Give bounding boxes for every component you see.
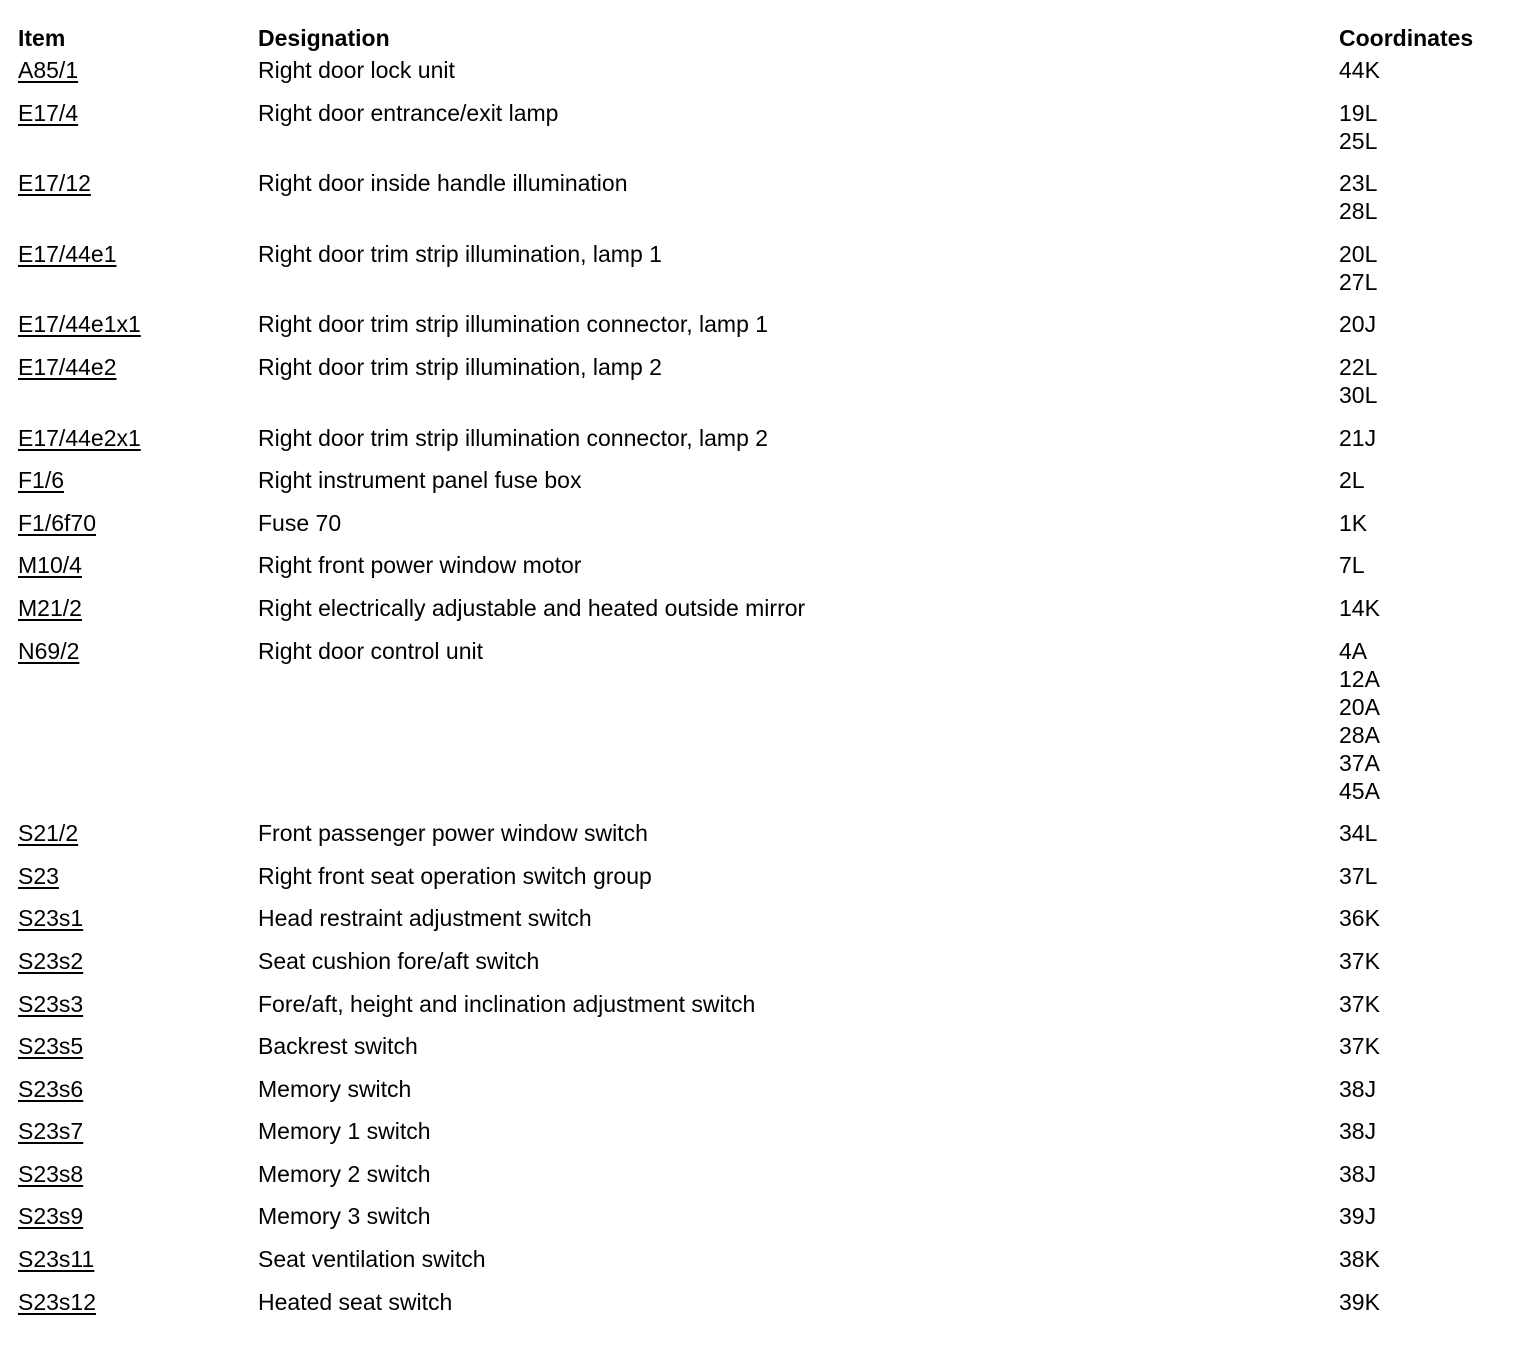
table-row [18,424,1508,467]
item-link[interactable]: S23s12 [18,1288,97,1315]
coordinates-cell [1339,1075,1508,1118]
table-row [18,353,1508,424]
item-cell [18,1288,258,1331]
coordinates-cell [1339,56,1508,99]
coordinate-value: 14K [1339,594,1380,621]
table-row [18,904,1508,947]
table-row [18,1288,1508,1331]
designation-cell: Right door lock unit [258,57,455,83]
coordinate-value: 44K [1339,57,1380,83]
table-row [18,990,1508,1033]
coordinate-value: 7L [1339,552,1365,579]
coordinates-cell [1339,594,1508,637]
designation-cell: Memory 2 switch [258,1160,431,1187]
table-row [18,1202,1508,1245]
table-row [18,551,1508,594]
item-link[interactable]: S21/2 [18,820,79,847]
designation-cell: Fore/aft, height and inclination adjustment switch [258,990,756,1017]
item-cell [18,904,258,947]
coordinates-cell [1339,819,1508,862]
designation-cell: Front passenger power window switch [258,820,648,847]
item-cell [18,424,258,467]
item-link[interactable]: S23s5 [18,1033,84,1060]
designation-cell: Head restraint adjustment switch [258,905,592,932]
item-link[interactable]: F1/6 [18,467,65,494]
table-row [18,1117,1508,1160]
item-link[interactable]: F1/6f70 [18,509,96,536]
item-cell [18,594,258,637]
coordinate-value: 4A [1339,637,1368,664]
table-row [18,594,1508,637]
item-link[interactable]: E17/44e1 [18,240,117,267]
table-row [18,310,1508,353]
table-row [18,240,1508,311]
designation-cell: Right door trim strip illumination, lamp 1 [258,240,662,267]
item-cell [18,310,258,353]
coordinates-cell [1339,990,1508,1033]
item-cell [18,1032,258,1075]
coordinate-value: 27L [1339,268,1378,295]
designation-cell: Right door control unit [258,637,484,664]
component-legend-table [18,24,1508,1330]
item-link[interactable]: N69/2 [18,637,80,664]
coordinates-cell [1339,1117,1508,1160]
coordinates-cell [1339,240,1508,311]
item-cell [18,637,258,820]
item-cell [18,466,258,509]
coordinate-value: 39J [1339,1203,1377,1230]
coordinate-value: 30L [1339,381,1378,408]
item-link[interactable]: S23s2 [18,947,84,974]
item-cell [18,1245,258,1288]
item-link[interactable]: S23s8 [18,1160,84,1187]
coordinate-value: 21J [1339,424,1377,451]
coordinate-value: 12A [1339,665,1380,692]
coordinate-value: 37A [1339,749,1380,776]
coordinate-value: 37K [1339,1033,1380,1060]
item-link[interactable]: S23s11 [18,1246,95,1273]
coordinates-cell [1339,353,1508,424]
coordinate-value: 23L [1339,170,1378,197]
designation-cell: Backrest switch [258,1033,418,1060]
item-cell [18,1117,258,1160]
table-row [18,169,1508,240]
item-link[interactable]: S23s3 [18,990,84,1017]
designation-cell: Right door trim strip illumination connector, lamp 1 [258,311,769,338]
coordinates-cell [1339,904,1508,947]
item-link[interactable]: E17/44e1x1 [18,311,141,338]
coordinates-cell [1339,637,1508,820]
designation-cell: Seat cushion fore/aft switch [258,947,540,974]
item-link[interactable]: S23 [18,862,59,889]
coordinate-value: 36K [1339,905,1380,932]
item-link[interactable]: E17/4 [18,99,79,126]
designation-cell: Right instrument panel fuse box [258,467,582,494]
coordinate-value: 45A [1339,777,1380,804]
item-cell [18,990,258,1033]
table-row [18,99,1508,170]
table-body [18,56,1508,1330]
coordinates-cell [1339,169,1508,240]
item-link[interactable]: M10/4 [18,552,82,579]
coordinates-cell [1339,947,1508,990]
coordinates-cell [1339,466,1508,509]
table-row [18,947,1508,990]
item-link[interactable]: S23s6 [18,1075,84,1102]
coordinate-value: 28L [1339,198,1378,225]
table-row [18,1160,1508,1203]
designation-cell: Memory 1 switch [258,1118,431,1145]
item-cell [18,947,258,990]
coordinates-cell [1339,1160,1508,1203]
item-cell [18,169,258,240]
item-cell [18,819,258,862]
coordinate-value: 22L [1339,353,1378,380]
coordinate-value: 34L [1339,820,1378,847]
header-coordinates: Coordinates [1339,25,1474,51]
header-item: Item [18,25,66,51]
coordinate-value: 20J [1339,311,1377,338]
item-link[interactable]: E17/44e2 [18,353,117,380]
coordinates-cell [1339,1032,1508,1075]
coordinate-value: 38J [1339,1118,1377,1145]
coordinates-cell [1339,509,1508,552]
item-cell [18,1075,258,1118]
item-link[interactable]: E17/44e2x1 [18,424,141,451]
table-row [18,1075,1508,1118]
coordinate-value: 37K [1339,990,1380,1017]
table-row [18,862,1508,905]
item-cell [18,99,258,170]
designation-cell: Right door trim strip illumination, lamp 2 [258,353,662,380]
coordinate-value: 38J [1339,1160,1377,1187]
item-cell [18,56,258,99]
table-row [18,1245,1508,1288]
designation-cell: Memory 3 switch [258,1203,431,1230]
item-cell [18,240,258,311]
coordinates-cell [1339,1245,1508,1288]
item-cell [18,509,258,552]
coordinates-cell [1339,1288,1508,1331]
coordinate-value: 38J [1339,1075,1377,1102]
designation-cell: Fuse 70 [258,509,342,536]
item-link[interactable]: A85/1 [18,57,79,83]
coordinates-cell [1339,310,1508,353]
designation-cell: Right door inside handle illumination [258,170,628,197]
coordinates-cell [1339,99,1508,170]
coordinate-value: 1K [1339,509,1368,536]
table-row [18,637,1508,820]
coordinate-value: 37L [1339,862,1378,889]
item-cell [18,862,258,905]
coordinate-value: 2L [1339,467,1365,494]
designation-cell: Right front power window motor [258,552,582,579]
designation-cell: Seat ventilation switch [258,1246,486,1273]
table-row [18,1032,1508,1075]
table-header-row [18,24,1508,56]
item-cell [18,551,258,594]
item-link[interactable]: S23s9 [18,1203,84,1230]
table-row [18,56,1508,99]
coordinates-cell [1339,424,1508,467]
item-link[interactable]: S23s1 [18,905,84,932]
designation-cell: Right front seat operation switch group [258,862,652,889]
table-row [18,819,1508,862]
item-link[interactable]: S23s7 [18,1118,84,1145]
table-row [18,466,1508,509]
coordinate-value: 28A [1339,721,1380,748]
coordinate-value: 39K [1339,1288,1380,1315]
coordinate-value: 20L [1339,240,1378,267]
table-row [18,509,1508,552]
coordinates-cell [1339,1202,1508,1245]
designation-cell: Heated seat switch [258,1288,453,1315]
coordinates-cell [1339,862,1508,905]
item-cell [18,1202,258,1245]
designation-cell: Memory switch [258,1075,412,1102]
coordinate-value: 37K [1339,947,1380,974]
item-link[interactable]: E17/12 [18,170,91,197]
designation-cell: Right door trim strip illumination connector, lamp 2 [258,424,769,451]
item-cell [18,353,258,424]
item-cell [18,1160,258,1203]
designation-cell: Right door entrance/exit lamp [258,99,559,126]
coordinates-cell [1339,551,1508,594]
designation-cell: Right electrically adjustable and heated outside mirror [258,594,806,621]
coordinate-value: 38K [1339,1246,1380,1273]
coordinate-value: 19L [1339,99,1378,126]
coordinate-value: 25L [1339,127,1378,154]
coordinate-value: 20A [1339,693,1380,720]
item-link[interactable]: M21/2 [18,594,82,621]
header-designation: Designation [258,25,390,51]
